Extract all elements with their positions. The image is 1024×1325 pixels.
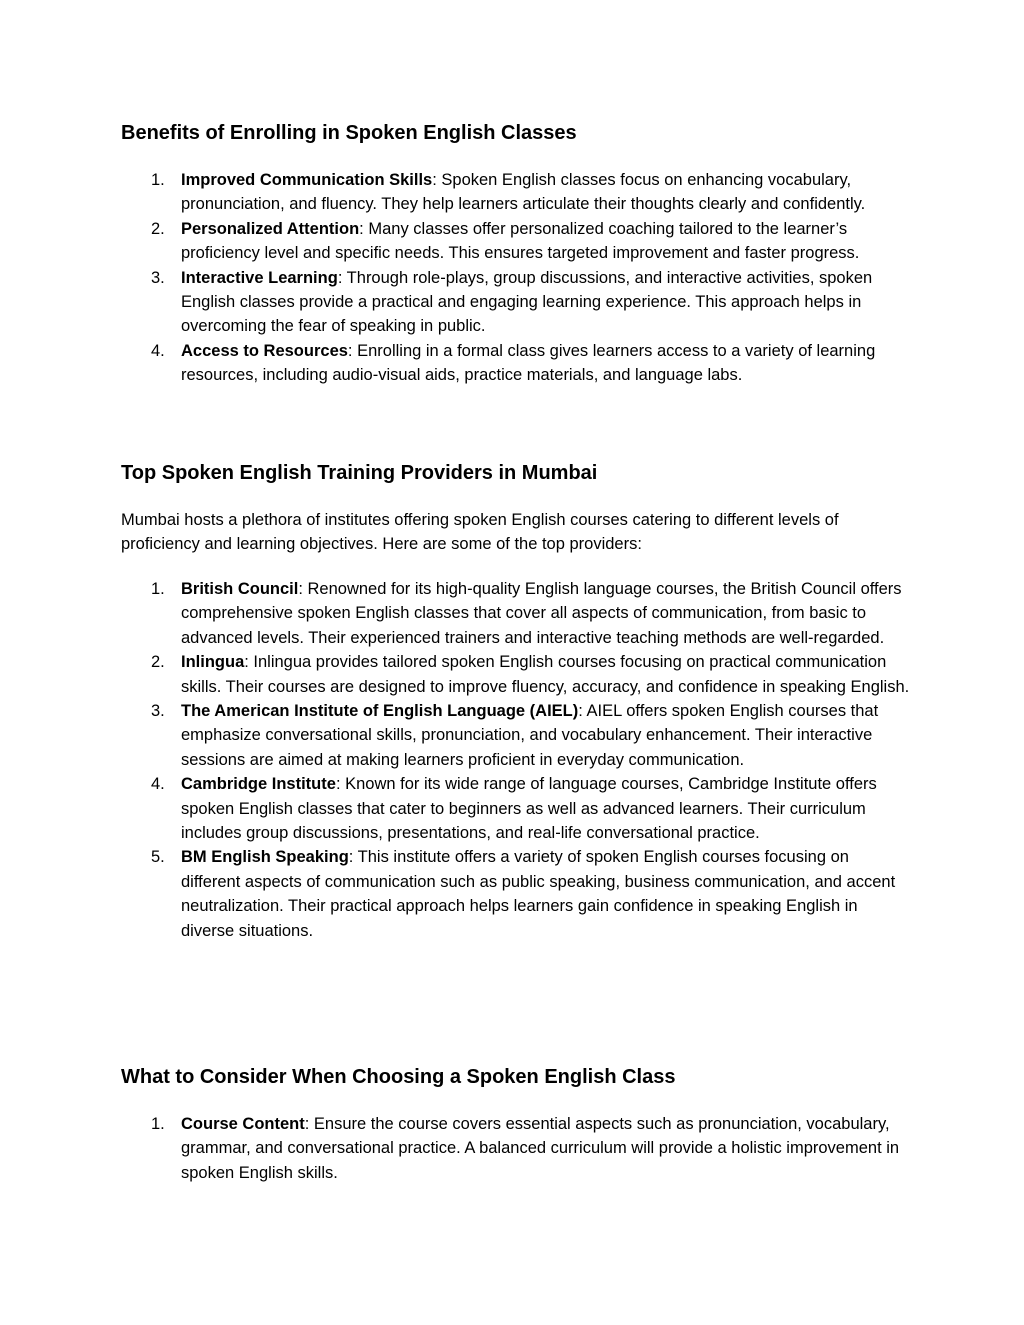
list-item: 1. British Council: Renowned for its high-quality English language courses, the British Council offers comprehensive spoken English classes that cover all aspects of communication, from basic to advanced levels. Their experienced trainers and interactive teaching methods are well-regarded.: [151, 580, 902, 647]
item-term: Improved Communication Skills: [181, 171, 433, 189]
list-item: 1. Course Content: Ensure the course covers essential aspects such as pronunciation, vocabulary, grammar, and conversational practice. A balanced curriculum will provide a holistic improvement in spoken English skills.: [151, 1115, 900, 1182]
item-text: : Ensure the course covers essential aspects such as pronunciation, vocabulary, grammar, and conversational practice. A balanced curriculum will provide a holistic improvement in spoken English skills.: [181, 1115, 900, 1182]
item-text: : Known for its wide range of language courses, Cambridge Institute offers spoken English classes that cater to beginners as well as advanced learners. Their curriculum includes group discussions, presentations, and real-life conversational practice.: [181, 775, 877, 843]
list-item: 1. Improved Communication Skills: Spoken English classes focus on enhancing vocabulary, pronunciation, and fluency. They help learners articulate their thoughts clearly and confidently.: [151, 171, 866, 214]
item-term: Course Content: [181, 1115, 305, 1133]
list-item: 2. Personalized Attention: Many classes offer personalized coaching tailored to the learner’s proficiency level and specific needs. This ensures targeted improvement and faster progress.: [151, 219, 860, 263]
providers-list: [121, 577, 911, 943]
item-text: : AIEL offers spoken English courses that emphasize conversational skills, pronunciation, and vocabulary enhancement. Their interactive sessions are aimed at making learners proficient in everyday communication.: [181, 702, 879, 769]
item-term: British Council: [181, 580, 299, 598]
heading-benefits: Benefits of Enrolling in Spoken English Classes: [121, 122, 577, 144]
list-item: 3. Interactive Learning: Through role-plays, group discussions, and interactive activities, spoken English classes provide a practical and engaging learning experience. This approach helps in overcoming the fear of speaking in public.: [151, 268, 873, 336]
item-text: : Through role-plays, group discussions, and interactive activities, spoken English classes provide a practical and engaging learning experience. This approach helps in overcoming the fear of speaking in public.: [181, 268, 873, 336]
benefits-list: [121, 168, 911, 388]
list-item: 4. Access to Resources: Enrolling in a formal class gives learners access to a variety of learning resources, including audio-visual aids, practice materials, and language labs.: [151, 341, 876, 385]
item-text: : Spoken English classes focus on enhancing vocabulary, pronunciation, and fluency. They help learners articulate their thoughts clearly and confidently.: [181, 171, 866, 214]
item-term: Access to Resources: [181, 341, 348, 360]
item-term: Personalized Attention: [181, 219, 360, 238]
item-text: : Inlingua provides tailored spoken English courses focusing on practical communication skills. Their courses are designed to improve fluency, accuracy, and confidence in speaking English.: [181, 653, 910, 696]
item-text: : Renowned for its high-quality English language courses, the British Council offers comprehensive spoken English classes that cover all aspects of communication, from basic to advanced levels. Their experienced trainers and interactive teaching methods are well-regarded.: [181, 580, 902, 647]
list-item: 2. Inlingua: Inlingua provides tailored spoken English courses focusing on practical communication skills. Their courses are designed to improve fluency, accuracy, and confidence in speaking English.: [151, 653, 910, 696]
item-term: Interactive Learning: [181, 268, 338, 287]
item-text: : Many classes offer personalized coaching tailored to the learner’s proficiency level and specific needs. This ensures targeted improvement and faster progress.: [181, 219, 860, 263]
item-term: Inlingua: [181, 653, 245, 672]
heading-providers: Top Spoken English Training Providers in Mumbai: [121, 462, 598, 484]
item-term: The American Institute of English Language (AIEL): [181, 702, 579, 721]
list-item: 3. The American Institute of English Language (AIEL): AIEL offers spoken English courses that emphasize conversational skills, pronunciation, and vocabulary enhancement. Their interactive sessions are aimed at making learners proficient in everyday communication.: [151, 702, 879, 769]
item-text: : This institute offers a variety of spoken English courses focusing on different aspects of communication such as public speaking, business communication, and accent neutralization. Their practical approach helps learners gain confidence in speaking English in diverse situations.: [181, 848, 896, 940]
list-item: 5. BM English Speaking: This institute offers a variety of spoken English courses focusing on different aspects of communication such as public speaking, business communication, and accent neutralization. Their practical approach helps learners gain confidence in speaking English in diverse situations.: [151, 848, 896, 940]
consider-list: [121, 1112, 911, 1185]
providers-intro: Mumbai hosts a plethora of institutes offering spoken English courses catering to different levels of proficiency and learning objectives. Here are some of the top providers:: [121, 511, 839, 554]
list-item: 4. Cambridge Institute: Known for its wide range of language courses, Cambridge Institute offers spoken English classes that cater to beginners as well as advanced learners. Their curriculum includes group discussions, presentations, and real-life conversational practice.: [151, 775, 877, 843]
item-text: : Enrolling in a formal class gives learners access to a variety of learning resources, including audio-visual aids, practice materials, and language labs.: [181, 341, 876, 385]
heading-consider: What to Consider When Choosing a Spoken English Class: [121, 1066, 676, 1088]
item-term: BM English Speaking: [181, 848, 349, 867]
item-term: Cambridge Institute: [181, 775, 336, 794]
